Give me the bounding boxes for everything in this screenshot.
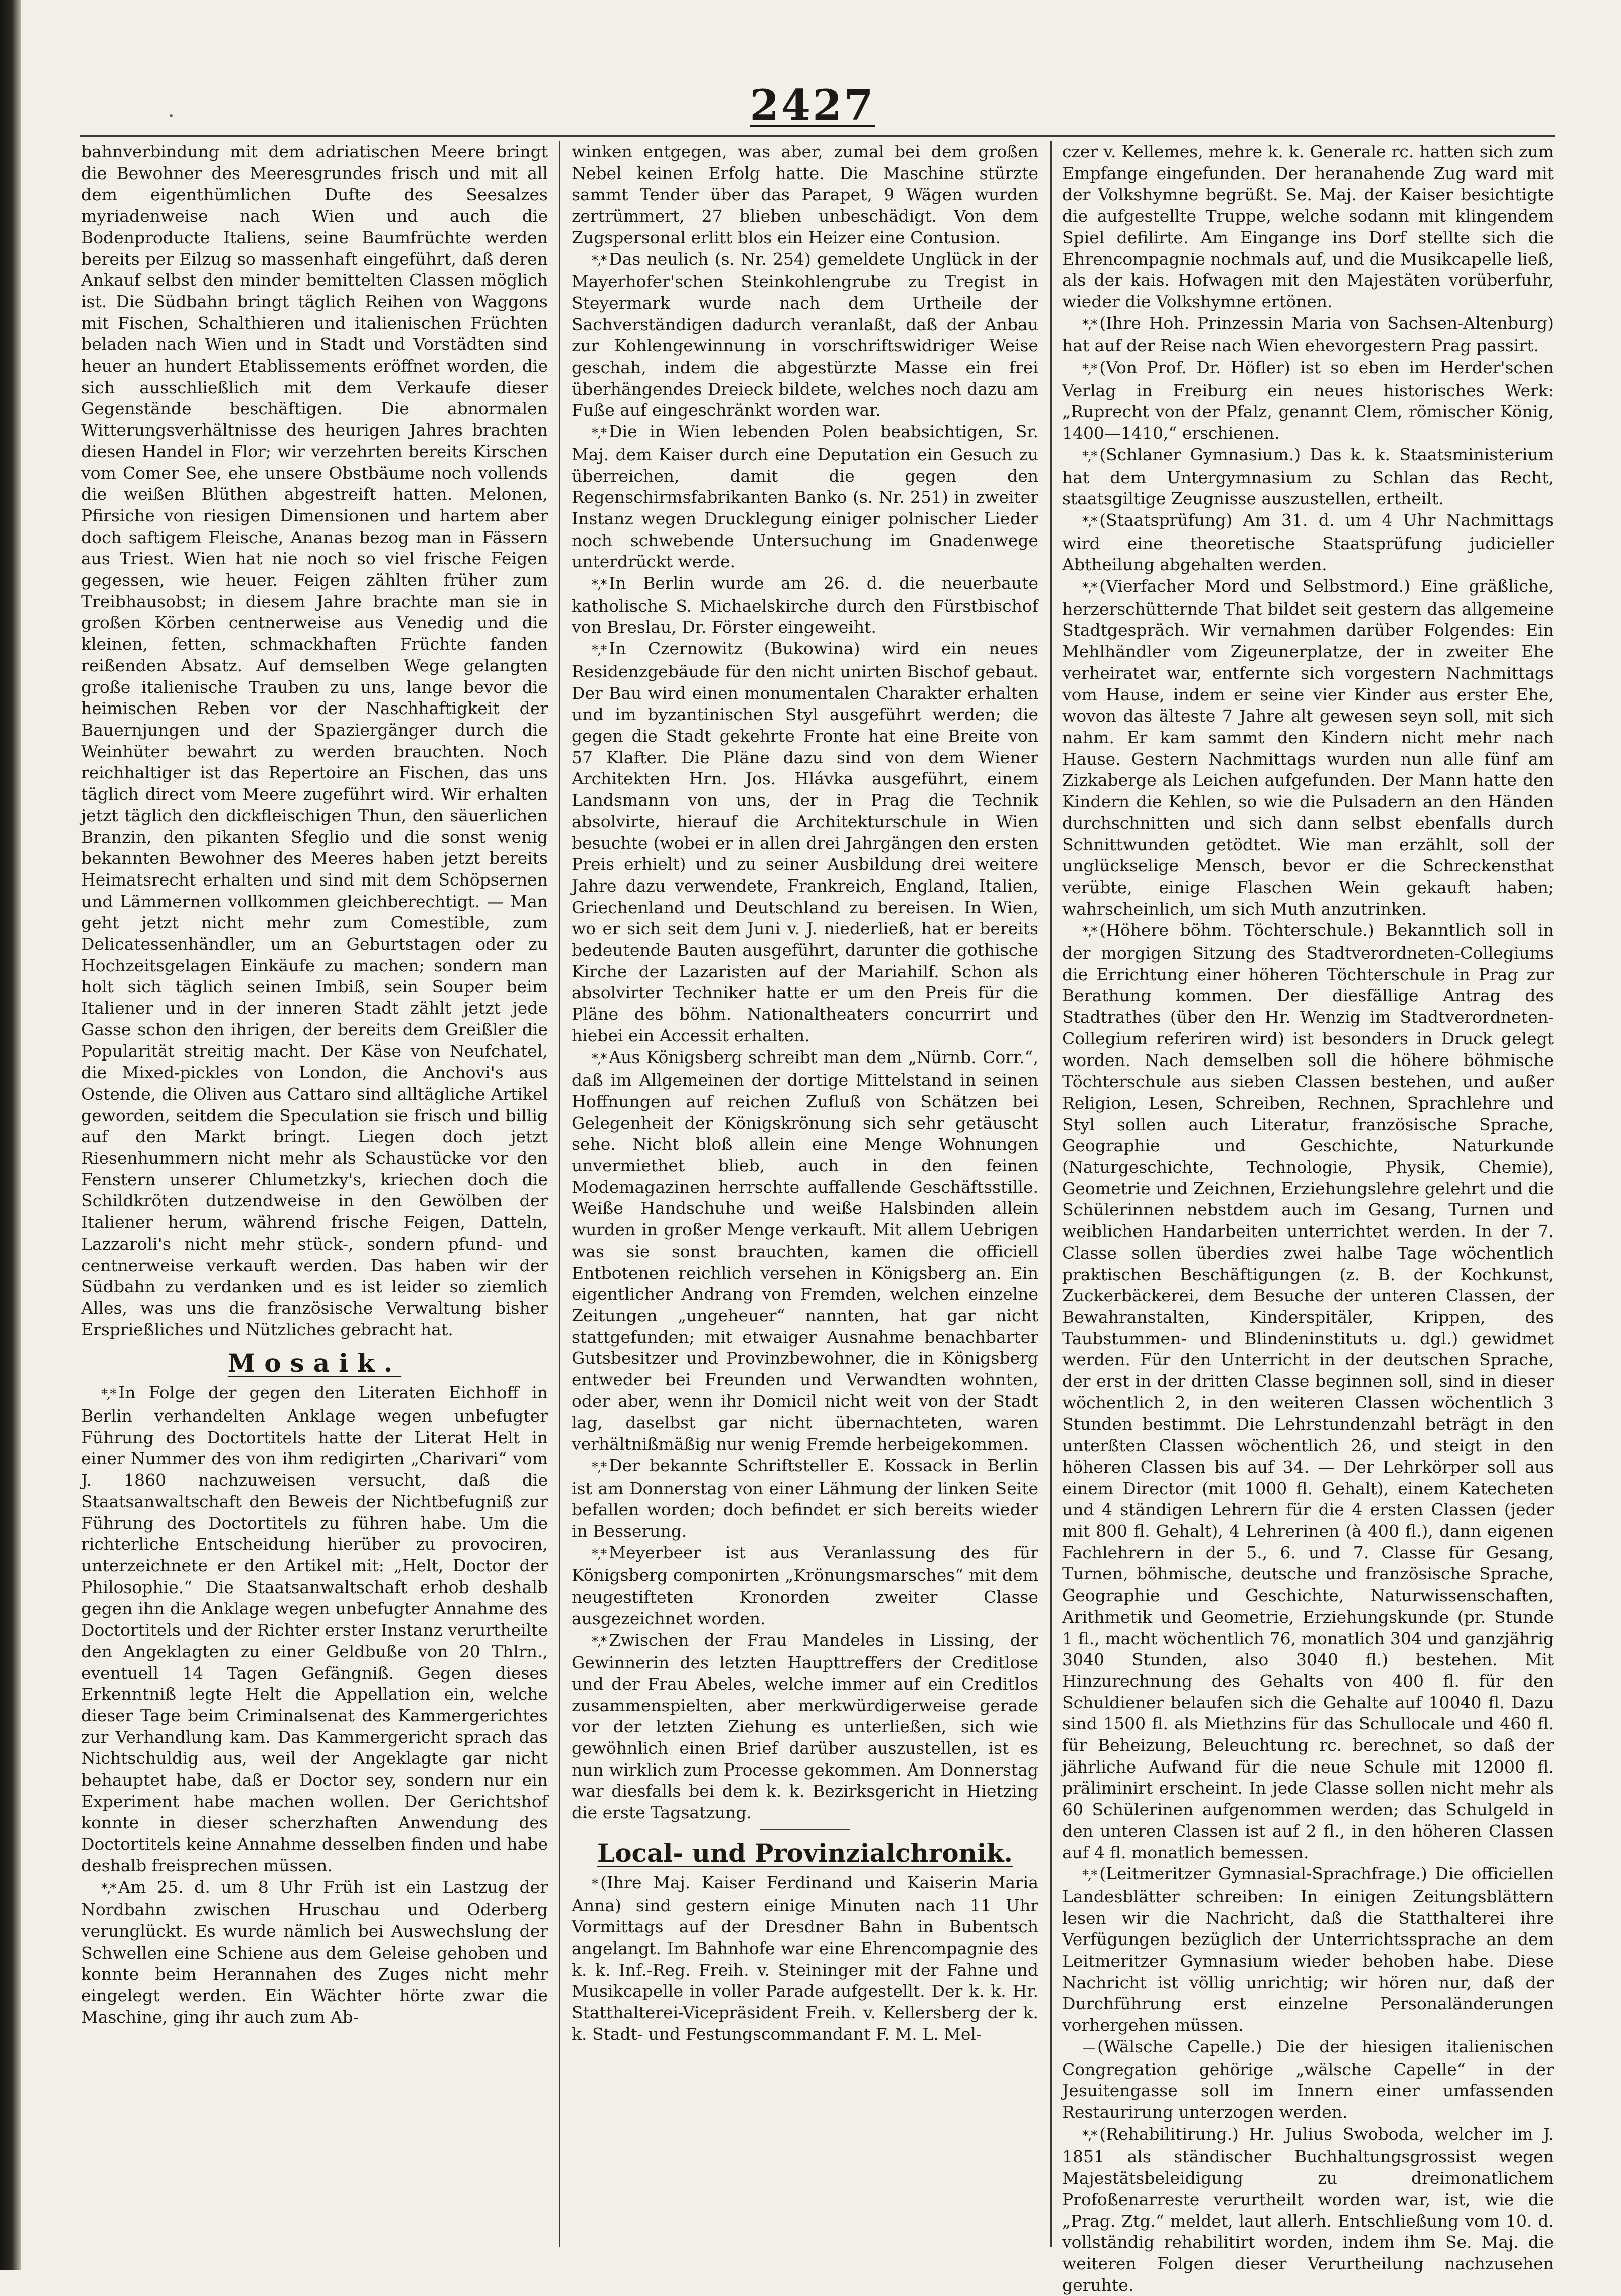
paragraph-marker: *,* [592, 577, 606, 593]
paragraph-marker: *,* [1082, 514, 1097, 529]
paragraph-marker: * [592, 1876, 597, 1892]
article-paragraph [572, 1630, 1038, 1824]
article-paragraph [572, 1455, 1038, 1542]
paragraph-marker: *,* [592, 1459, 606, 1475]
paragraph-marker: *,* [592, 1634, 606, 1649]
article-paragraph [1062, 920, 1554, 1863]
article-paragraph [81, 1877, 548, 2028]
column-divider-right [1050, 141, 1052, 2247]
article-paragraph [572, 249, 1038, 422]
section-heading: Mosaik. [227, 1348, 402, 1378]
paragraph-marker: *,* [101, 1881, 116, 1896]
paragraph-marker: *,* [592, 253, 606, 268]
paragraph-text: Aus Königsberg schreibt man dem „Nürnb. Corr.“, daß im Allgemeinen der dortige Mittelstand in seinen Hoffnungen auf reichen Zufluß von Schätzen bei Gelegenheit der Königskrönung sich sehr getäuscht sehe. Nicht bloß allein eine Menge Wohnungen unvermiethet blieb, auch in den feinen Modemagazinen herrschte auffallende Geschäftsstille. Weiße Handschuhe und weiße Halsbinden allein wurden in großer Menge verkauft. Mit allem Uebrigen was sie sonst brauchten, kamen die officiell Entbotenen reichlich versehen in Königsberg an. Ein eigentlicher Andrang von Fremden, welchen einzelne Zeitungen „ungeheuer“ nannten, hat gar nicht stattgefunden; mit etwaiger Ausnahme benachbarter Gutsbesitzer und Provinzbewohner, die in Königsberg entweder bei Freunden und Verwandten wohnten, oder aber, wenn ihr Domicil nicht weit von der Stadt lag, daselbst gar nicht übernachteten, waren verhältnißmäßig nur wenig Fremde herbeigekommen. [572, 1047, 1038, 1454]
paragraph-text: (Ihre Maj. Kaiser Ferdinand und Kaiserin Maria Anna) sind gestern einige Minuten nach 11 Uhr Vormittags auf der Dresdner Bahn in Bubentsch angelangt. Im Bahnhofe war eine Ehrencompagnie des k. k. Inf.-Reg. Freih. v. Steininger mit der Fahne und Musikcapelle in voller Parade aufgestellt. Der k. k. Hr. Statthalterei-Vicepräsident Freih. v. Kellersberg der k. k. Stadt- und Festungscommandant F. M. L. Mel- [572, 1872, 1038, 2044]
paragraph-text: (Vierfacher Mord und Selbstmord.) Eine gräßliche, herzerschütternde That bildet seit gestern das allgemeine Stadtgespräch. Wir vernahmen darüber Folgendes: Ein Mehlhändler vom Zigeunerplatze, der in zweiter Ehe verheiratet war, entfernte sich vorgestern Nachmittags vom Hause, indem er seine vier Kinder aus erster Ehe, wovon das älteste 7 Jahre alt gewesen seyn soll, mit sich nahm. Er kam sammt den Kindern nicht mehr nach Hause. Gestern Nachmittags wurden nun alle fünf am Zizkaberge als Leichen aufgefunden. Der Mann hatte den Kindern die Kehlen, so wie die Pulsadern an den Händen durchschnitten und sich dann selbst ebenfalls durch Schnittwunden getödtet. Wie man erzählt, soll der unglückselige Mensch, bevor er die Schreckensthat verübte, einige Flaschen Wein gekauft haben; wahrscheinlich, um sich Muth anzutrinken. [1062, 576, 1554, 919]
paragraph-marker: *,* [101, 1387, 116, 1402]
paragraph-marker: *,* [592, 1546, 606, 1562]
print-speck [170, 114, 173, 117]
paragraph-text: (Höhere böhm. Töchterschule.) Bekanntlich soll in der morgigen Sitzung des Stadtverordneten-Collegiums die Errichtung einer höheren Töchterschule in Prag zur Berathung kommen. Der diesfällige Antrag des Stadtrathes (über den Hr. Wenzig im Stadtverordneten-Collegium referiren wird) ist besonders in Druck gelegt worden. Nach demselben soll die höhere böhmische Töchterschule aus sieben Classen bestehen, und außer Religion, Lesen, Schreiben, Rechnen, Sprachlehre und Styl sollen auch Literatur, französische Sprache, Geographie und Geschichte, Naturkunde (Naturgeschichte, Technologie, Physik, Chemie), Geometrie und Zeichnen, Erziehungslehre gelehrt und die Schülerinnen nebstdem auch im Gesang, Turnen und weiblichen Handarbeiten unterrichtet werden. In der 7. Classe sollen überdies zwei halbe Tage wöchentlich praktischen Beschäftigungen (z. B. der Kochkunst, Zuckerbäckerei, dem Besuche der unteren Classen, der Bewahranstalten, Kinderspitäler, Krippen, des Taubstummen- und Blindeninstituts u. dgl.) gewidmet werden. Für den Unterricht in der deutschen Sprache, der erst in der dritten Classe beginnen soll, sind in dieser wöchentlich 2, in den weiteren Classen wöchentlich 3 Stunden bestimmt. Die Lehrstundenzahl beträgt in den unterßten Classen wöchentlich 26, und steigt in den höheren Classen bis auf 34. — Der Lehrkörper soll aus einem Director (mit 1000 fl. Gehalt), einem Katecheten und 4 ständigen Lehrern für die 4 ersten Classen (jeder mit 800 fl. Gehalt), 4 Lehrerinen (à 400 fl.), dann eigenen Fachlehrern in der 5., 6. und 7. Classe für Gesang, Turnen, böhmische, deutsche und französische Sprache, Geographie und Geschichte, Naturwissenschaften, Arithmetik und Geometrie, Erziehungskunde (pr. Stunde 1 fl., macht wöchentlich 76, monatlich 304 und ganzjährig 3040 Stunden, also 3040 fl.) bestehen. Mit Hinzurechnung des Gehalts von 400 fl. für den Schuldiener belaufen sich die Gehalte auf 10040 fl. Dazu sind 1500 fl. als Miethzins für das Schullocale und 460 fl. für Beheizung, Beleuchtung rc. berechnet, so daß der jährliche Aufwand für die neue Schule mit 12000 fl. präliminirt erscheint. In jede Classe sollen nicht mehr als 60 Schülerinen aufgenommen werden; das Schulgeld in den unteren Classen ist auf 2 fl., in den höheren Classen auf 4 fl. monatlich bemessen. [1062, 920, 1554, 1862]
paragraph-marker: *,* [592, 643, 606, 658]
article-paragraph [1062, 576, 1554, 920]
paragraph-marker: *,* [1082, 448, 1097, 464]
article-paragraph [572, 1872, 1038, 2045]
paragraph-text: (Leitmeritzer Gymnasial-Sprachfrage.) Die officiellen Landesblätter schreiben: In einigen Zeitungsblättern lesen wir die Nachricht, daß die Statthalterei ihre Verfügungen bezüglich der Unterrichtssprache an dem Leitmeritzer Gymnasium wieder behoben habe. Diese Nachricht ist völlig unrichtig; wir hören nur, daß der Durchführung erst einzelne Personaländerungen vorhergehen müssen. [1062, 1864, 1554, 2035]
paragraph-text: In Czernowitz (Bukowina) wird ein neues Residenzgebäude für den nicht unirten Bischof gebaut. Der Bau wird einen monumentalen Charakter erhalten und im byzantinischen Styl ausgeführt werden; die gegen die Stadt gekehrte Fronte hat eine Breite von 57 Klafter. Die Pläne dazu sind von dem Wiener Architekten Hrn. Jos. Hlávka ausgeführt, einem Landsmann von uns, der in Prag die Technik absolvirte, hierauf die Architekturschule in Wien besuchte (wobei er in allen drei Jahrgängen den ersten Preis erhielt) und zu seiner Ausbildung drei weitere Jahre dazu verwendete, Frankreich, England, Italien, Griechenland und Deutschland zu bereisen. In Wien, wo er sich seit dem Juni v. J. niederließ, hat er bereits bedeutende Bauten ausgeführt, darunter die gothische Kirche der Lazaristen auf der Mariahilf. Schon als absolvirter Techniker hatte er um den Preis für die Pläne des böhm. Nationaltheaters concurrirt und hiebei ein Accessit erhalten. [572, 639, 1038, 1045]
article-paragraph [81, 1382, 548, 1876]
paragraph-text: Die in Wien lebenden Polen beabsichtigen, Sr. Maj. dem Kaiser durch eine Deputation ein Gesuch zu überreichen, damit die gegen den Regenschirmsfabrikanten Banko (s. Nr. 251) in zweiter Instanz wegen Drucklegung einiger polnischer Lieder noch schwebende Untersuchung im Gnadenwege unterdrückt werde. [572, 422, 1038, 572]
section-separator [760, 1829, 850, 1830]
paragraph-text: czer v. Kellemes, mehre k. k. Generale rc. hatten sich zum Empfange eingefunden. Der heranahende Zug ward mit der Volkshymne begrüßt. Se. Maj. der Kaiser besichtigte die aufgestellte Truppe, welche sodann mit klingendem Spiel defilirte. Am Eingange ins Dorf stellte sich die Ehrencompagnie nochmals auf, und die Musikcapelle ließ, als der kais. Hofwagen mit den Majestäten vorüberfuhr, wieder die Volkshymne ertönen. [1062, 142, 1554, 311]
paragraph-text: In Berlin wurde am 26. d. die neuerbaute katholische S. Michaelskirche durch den Fürstbischof von Breslau, Dr. Förster eingeweiht. [572, 573, 1038, 637]
article-paragraph [1062, 141, 1554, 313]
paragraph-text: Am 25. d. um 8 Uhr Früh ist ein Lastzug der Nordbahn zwischen Hruschau und Oderberg verunglückt. Es wurde nämlich bei Auswechslung der Schwellen eine Schiene aus dem Geleise gehoben und konnte beim Herannahen des Zuges nicht mehr eingelegt werden. Ein Wächter hörte zwar die Maschine, ging ihr auch zum Ab- [81, 1877, 548, 2027]
paragraph-text: Der bekannte Schriftsteller E. Kossack in Berlin ist am Donnerstag von einer Lähmung der linken Seite befallen worden; doch befindet er sich bereits wieder in Besserung. [572, 1455, 1038, 1541]
article-paragraph [1062, 510, 1554, 576]
paragraph-text: (Staatsprüfung) Am 31. d. um 4 Uhr Nachmittags wird eine theoretische Staatsprüfung judicieller Abtheilung abgehalten werden. [1062, 510, 1554, 575]
paragraph-marker: *,* [1082, 317, 1097, 332]
article-paragraph [572, 141, 1038, 249]
column-3 [1062, 141, 1554, 2295]
page-number: 2427 [750, 80, 875, 130]
paragraph-marker: *,* [592, 1051, 606, 1067]
paragraph-text: Das neulich (s. Nr. 254) gemeldete Unglück in der Mayerhofer'schen Steinkohlengrube zu Tregist in Steyermark wurde nach dem Urtheile der Sachverständigen dadurch veranlaßt, daß der Anbau zur Kohlengewinnung in vorschriftswidriger Weise geschah, indem die abgestürzte Masse ein frei überhängendes Dreieck bildete, welches noch dazu am Fuße auf eingeschränkt worden war. [572, 249, 1038, 420]
paragraph-text: (Ihre Hoh. Prinzessin Maria von Sachsen-Altenburg) hat auf der Reise nach Wien ehevorgestern Prag passirt. [1062, 313, 1554, 356]
article-paragraph [1062, 313, 1554, 357]
section-heading: Local- und Provinzialchronik. [597, 1838, 1013, 1868]
paragraph-text: Meyerbeer ist aus Veranlassung des für Königsberg componirten „Krönungsmarsches“ mit dem neugestifteten Kronorden zweiter Classe ausgezeichnet worden. [572, 1542, 1038, 1628]
paragraph-marker: *,* [592, 426, 606, 441]
article-paragraph [572, 573, 1038, 638]
paragraph-text: Zwischen der Frau Mandeles in Lissing, der Gewinnerin des letzten Haupttreffers der Creditlose und der Frau Abeles, welche immer auf ein Creditlos zusammenspielten, aber merkwürdigerweise gerade vor der letzten Ziehung es unterließen, sich wie gewöhnlich einen Brief darüber auszustellen, ist es nun wirklich zum Processe gekommen. Am Donnerstag war diesfalls bei dem k. k. Bezirksgericht in Hietzing die erste Tagsatzung. [572, 1630, 1038, 1823]
article-paragraph [1062, 444, 1554, 510]
column-divider-left [559, 141, 560, 2247]
paragraph-text: (Von Prof. Dr. Höfler) ist so eben im Herder'schen Verlag in Freiburg ein neues historisches Werk: „Ruprecht von der Pfalz, genannt Clem, römischer König, 1400—1410,“ erschienen. [1062, 358, 1554, 443]
paragraph-text: In Folge der gegen den Literaten Eichhoff in Berlin verhandelten Anklage wegen unbefugter Führung des Doctortitels hatte der Literat Helt in einer Nummer des von ihm redigirten „Charivari“ vom J. 1860 nachzuweisen versucht, daß die Staatsanwaltschaft den Beweis der Nichtbefugniß zur Führung des Doctortitels zu führen habe. Um die richterliche Entscheidung hierüber zu provociren, unterzeichnete er den Artikel mit: „Helt, Doctor der Philosophie.“ Die Staatsanwaltschaft erhob deshalb gegen ihn die Anklage wegen unbefugter Annahme des Doctortitels und der Richter erster Instanz verurtheilte den Angeklagten zu einer Geldbuße von 20 Thlrn., eventuell 14 Tagen Gefängniß. Gegen dieses Erkenntniß legte Helt die Appellation ein, welche dieser Tage beim Criminalsenat des Kammergerichtes zur Verhandlung kam. Das Kammergericht sprach das Nichtschuldig aus, weil der Angeklagte gar nicht behauptet habe, daß er Doctor sey, sondern nur ein Experiment habe machen wollen. Der Gerichtshof konnte in dieser scherzhaften Anwendung des Doctortitels keine Annahme desselben finden und habe deshalb freisprechen müssen. [81, 1383, 548, 1875]
article-paragraph [1062, 1863, 1554, 2036]
paragraph-marker: *,* [1082, 362, 1097, 377]
article-paragraph [1062, 2124, 1554, 2296]
article-paragraph [572, 421, 1038, 573]
article-paragraph [1062, 357, 1554, 444]
paragraph-text: bahnverbindung mit dem adriatischen Meere bringt die Bewohner des Meeresgrundes frisch und mit all dem eigenthümlichen Dufte des Seesalzes myriadenweise nach Wien und auch die Bodenproducte Italiens, seine Baumfrüchte werden bereits per Eilzug so massenhaft eingeführt, daß deren Ankauf selbst den minder bemittelten Classen möglich ist. Die Südbahn bringt täglich Reihen von Waggons mit Fischen, Schalthieren und italienischen Früchten beladen nach Wien und in Stadt und Vorstädten sind heuer an hundert Etablissements eröffnet worden, die sich ausschließlich mit dem Verkaufe dieser Gegenstände beschäftigen. Die abnormalen Witterungsverhältnisse des heurigen Jahres brachten diesen Handel in Flor; wir verzehrten bereits Kirschen vom Comer See, ehe unsere Obstbäume noch vollends die weißen Blüthen abgestreift hatten. Melonen, Pfirsiche von riesigen Dimensionen und hartem aber doch saftigem Fleische, Ananas bezog man in Fässern aus Triest. Wien hat nie noch so viel frische Feigen gegessen, wie heuer. Feigen zählten früher zum Treibhausobst; in diesem Jahre brachte man sie in großen Körben centnerweise aus Venedig und die kleinen, fetten, schmackhaften Früchte fanden reißenden Absatz. Auf demselben Wege gelangten große italienische Trauben zu uns, lange bevor die heimischen Reben vor der Naschhaftigkeit der Bauernjungen und der Spaziergänger durch die Weinhüter bewahrt zu werden brauchten. Noch reichhaltiger ist das Repertoire an Fischen, das uns täglich direct vom Meere zugeführt wird. Wir erhalten jetzt täglich den dickfleischigen Thun, den säuerlichen Branzin, den pikanten Sfeglio und die sonst wenig bekannten Bewohner des Meeres haben jetzt bereits Heimatsrecht erhalten und sind mit dem Schöpsernen und Lämmernen vollkommen gleichberechtigt. — Man geht jetzt nicht mehr zum Comestible, zum Delicatessenhändler, um an Geburtstagen oder zu Hochzeitsgelagen Einkäufe zu machen; sondern man holt sich täglich seinen Imbiß, sein Souper beim Italiener und in der inneren Stadt zählt jetzt jede Gasse schon den ihrigen, der bereits dem Greißler die Popularität streitig macht. Der Käse von Neufchatel, die Mixed-pickles von London, die Anchovi's aus Ostende, die Oliven aus Cattaro sind alltägliche Artikel geworden, seitdem die Speculation sie frisch und billig auf den Markt bringt. Liegen doch jetzt Riesenhummern nicht mehr als Schaustücke vor den Fenstern unserer Chlumetzky's, kriechen doch die Schildkröten dutzendweise in den Gewölben der Italiener herum, während frische Feigen, Datteln, Lazzaroli's nicht mehr stück-, sondern pfund- und centnerweise verkauft werden. Das haben wir der Südbahn zu verdanken und es ist leider so ziemlich Alles, was uns die französische Verwaltung bisher Ersprießliches und Nützliches gebracht hat. [81, 142, 548, 1339]
article-paragraph [81, 141, 548, 1340]
paragraph-marker: *,* [1082, 2128, 1097, 2143]
article-paragraph [572, 1542, 1038, 1630]
paragraph-text: (Wälsche Capelle.) Die der hiesigen italienischen Congregation gehörige „wälsche Capelle“ in der Jesuitengasse soll im Innern einer umfassenden Restaurirung unterzogen werden. [1062, 2036, 1554, 2122]
paragraph-marker: *,* [1082, 580, 1097, 596]
header-rule [80, 135, 1555, 137]
paragraph-marker: *,* [1082, 924, 1097, 940]
paragraph-text: winken entgegen, was aber, zumal bei dem großen Nebel keinen Erfolg hatte. Die Maschine stürzte sammt Tender über das Parapet, 9 Wägen wurden zertrümmert, 27 blieben unbeschädigt. Von dem Zugspersonal erlitt blos ein Heizer eine Contusion. [572, 142, 1038, 247]
paragraph-text: (Rehabilitirung.) Hr. Julius Swoboda, welcher im J. 1851 als ständischer Buchhaltungsgrossist wegen Majestätsbeleidigung zu dreimonatlichem Profoßenarreste verurtheilt worden war, ist, wie die „Prag. Ztg.“ meldet, laut allerh. Entschließung vom 10. d. vollständig rehabilitirt worden, indem ihm Se. Maj. die weiteren Folgen dieser Verurtheilung nachzusehen geruhte. [1062, 2124, 1554, 2295]
scan-binding-edge [0, 0, 21, 2270]
article-paragraph [572, 1047, 1038, 1455]
paragraph-marker: — [1082, 2040, 1094, 2056]
article-paragraph [1062, 2036, 1554, 2124]
paragraph-text: (Schlaner Gymnasium.) Das k. k. Staatsministerium hat dem Untergymnasium zu Schlan das Recht, staatsgiltige Zeugnisse auszustellen, ertheilt. [1062, 444, 1554, 509]
column-2 [572, 141, 1038, 2255]
paragraph-marker: *,* [1082, 1868, 1097, 1883]
article-paragraph [572, 638, 1038, 1046]
column-1 [81, 141, 548, 2255]
